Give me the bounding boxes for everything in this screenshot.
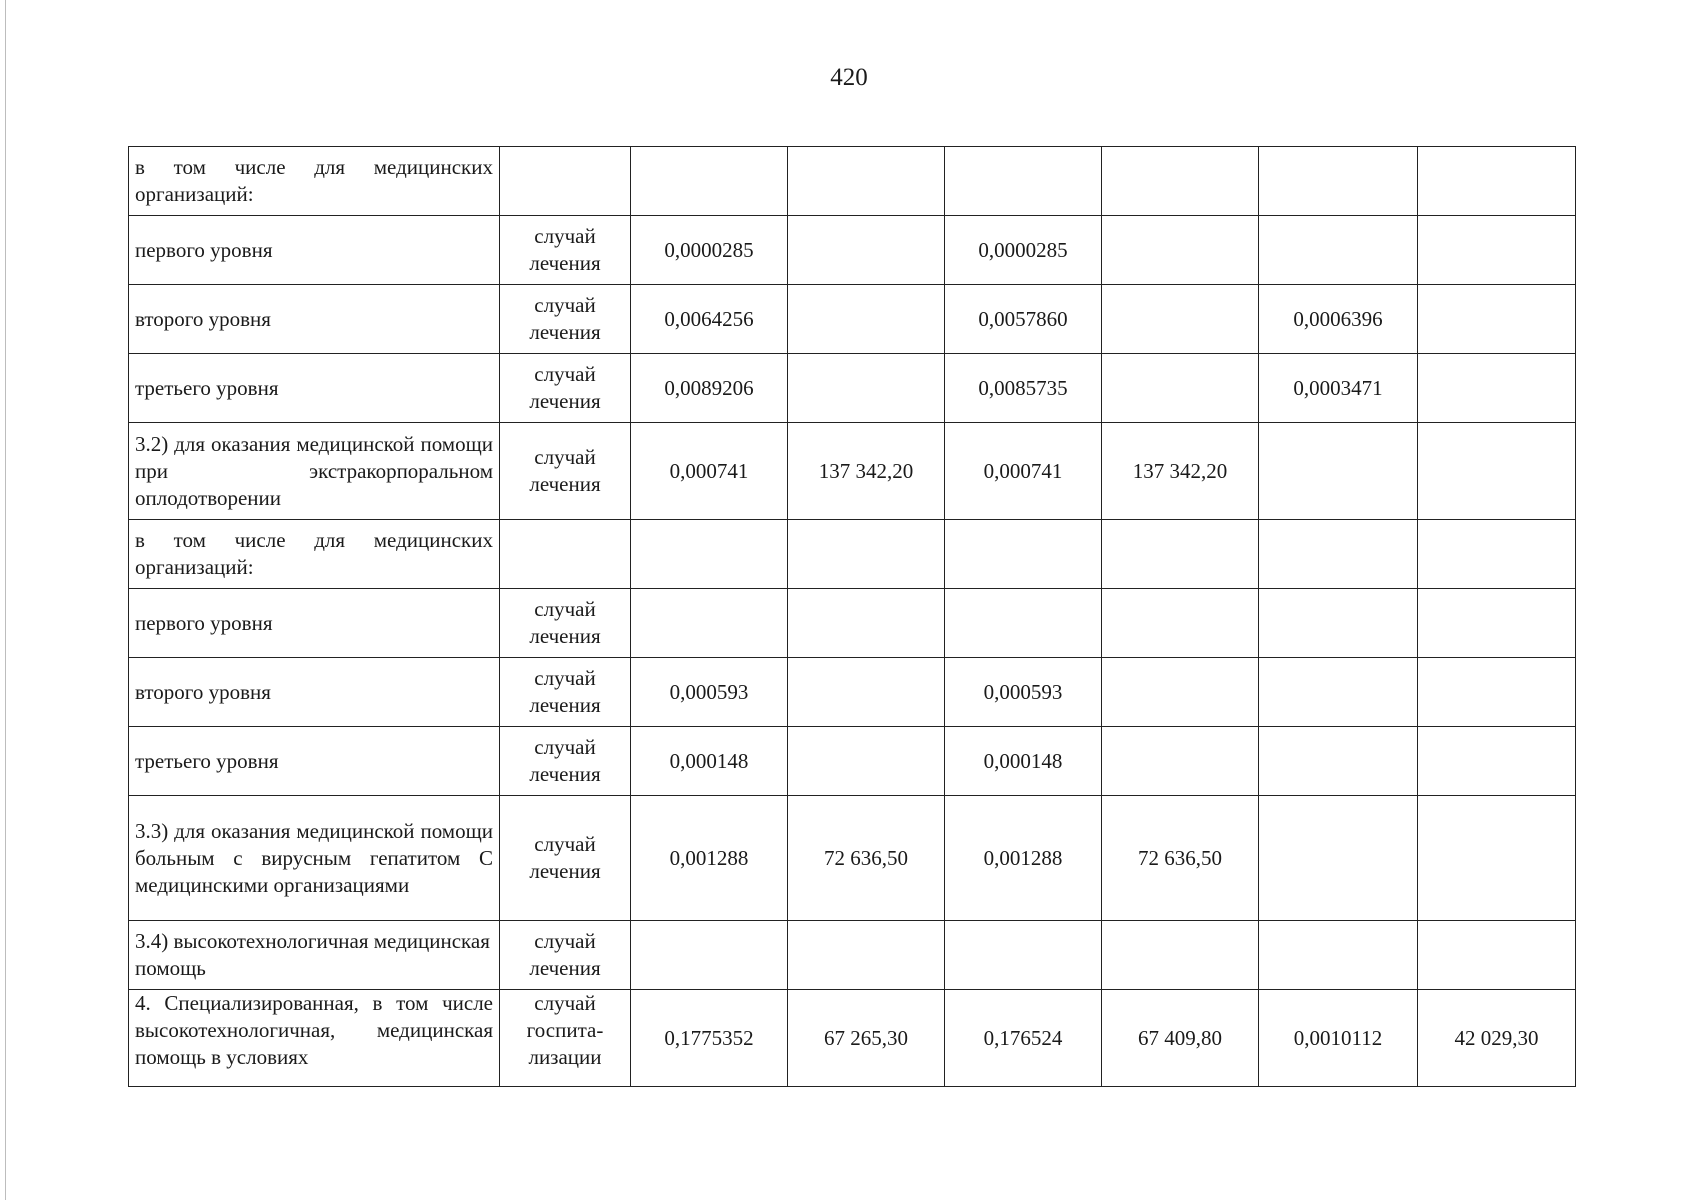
value-cell: 0,001288 — [631, 796, 788, 921]
table-row — [129, 727, 1576, 796]
table-row — [129, 520, 1576, 589]
value-cell: 0,0064256 — [631, 285, 788, 354]
row-name-cell: 3.3) для оказания медицинской помощи больным с вирусным гепатитом С медицинскими организациями — [129, 796, 500, 921]
table-row — [129, 423, 1576, 520]
value-cell — [1418, 921, 1576, 990]
value-cell: 0,0089206 — [631, 354, 788, 423]
value-cell: 0,0057860 — [945, 285, 1102, 354]
value-cell — [788, 354, 945, 423]
row-name-cell: 3.2) для оказания медицинской помощи при экстракорпоральном оплодотворении — [129, 423, 500, 520]
row-name-cell: первого уровня — [129, 589, 500, 658]
unit-cell: случай лечения — [500, 216, 631, 285]
row-name-cell: второго уровня — [129, 658, 500, 727]
page-number — [0, 64, 1698, 92]
unit-cell: случай лечения — [500, 285, 631, 354]
value-cell: 72 636,50 — [788, 796, 945, 921]
value-cell: 0,000593 — [945, 658, 1102, 727]
value-cell: 0,000148 — [631, 727, 788, 796]
value-cell: 0,0000285 — [631, 216, 788, 285]
value-cell — [788, 658, 945, 727]
value-cell: 42 029,30 — [1418, 990, 1576, 1087]
value-cell — [1102, 921, 1259, 990]
value-cell — [788, 285, 945, 354]
value-cell — [945, 589, 1102, 658]
value-cell: 67 265,30 — [788, 990, 945, 1087]
value-cell — [945, 147, 1102, 216]
value-cell: 0,0085735 — [945, 354, 1102, 423]
row-name-cell: 4. Специализированная, в том числе высокотехнологичная, медицинская помощь в условиях — [129, 990, 500, 1087]
value-cell — [1259, 147, 1418, 216]
value-cell — [1259, 423, 1418, 520]
table-row — [129, 216, 1576, 285]
unit-cell: случай лечения — [500, 921, 631, 990]
unit-cell: случай лечения — [500, 354, 631, 423]
value-cell: 0,0010112 — [1259, 990, 1418, 1087]
value-cell: 0,000741 — [631, 423, 788, 520]
unit-cell: случай лечения — [500, 727, 631, 796]
value-cell: 0,0000285 — [945, 216, 1102, 285]
value-cell — [1418, 727, 1576, 796]
value-cell — [1102, 354, 1259, 423]
row-name-cell: в том числе для медицинских организаций: — [129, 147, 500, 216]
value-cell — [1102, 216, 1259, 285]
value-cell — [631, 147, 788, 216]
row-name-cell: третьего уровня — [129, 354, 500, 423]
value-cell — [945, 520, 1102, 589]
value-cell — [1259, 658, 1418, 727]
value-cell — [1259, 216, 1418, 285]
value-cell — [1418, 423, 1576, 520]
table-row — [129, 285, 1576, 354]
value-cell — [788, 520, 945, 589]
value-cell — [1418, 796, 1576, 921]
value-cell — [1418, 520, 1576, 589]
value-cell — [1259, 921, 1418, 990]
value-cell — [788, 216, 945, 285]
value-cell — [631, 589, 788, 658]
value-cell — [1259, 520, 1418, 589]
unit-cell: случай лечения — [500, 589, 631, 658]
value-cell — [1418, 354, 1576, 423]
row-name-cell: в том числе для медицинских организаций: — [129, 520, 500, 589]
value-cell: 0,0003471 — [1259, 354, 1418, 423]
value-cell: 67 409,80 — [1102, 990, 1259, 1087]
value-cell — [1259, 589, 1418, 658]
value-cell — [631, 520, 788, 589]
row-name-cell: третьего уровня — [129, 727, 500, 796]
unit-cell: случай лечения — [500, 423, 631, 520]
row-name-cell: первого уровня — [129, 216, 500, 285]
value-cell — [1418, 147, 1576, 216]
value-cell — [1418, 216, 1576, 285]
value-cell — [788, 147, 945, 216]
row-name-cell: второго уровня — [129, 285, 500, 354]
table-row — [129, 589, 1576, 658]
value-cell — [1259, 727, 1418, 796]
unit-cell — [500, 147, 631, 216]
scan-edge-line — [5, 0, 6, 1200]
data-table — [128, 146, 1576, 1087]
value-cell — [1418, 285, 1576, 354]
value-cell: 137 342,20 — [1102, 423, 1259, 520]
value-cell — [788, 921, 945, 990]
value-cell — [1102, 727, 1259, 796]
value-cell — [788, 589, 945, 658]
value-cell: 72 636,50 — [1102, 796, 1259, 921]
value-cell — [1102, 285, 1259, 354]
value-cell — [788, 727, 945, 796]
value-cell — [1418, 658, 1576, 727]
value-cell — [1259, 796, 1418, 921]
unit-cell: случай лечения — [500, 796, 631, 921]
row-name-cell: 3.4) высокотехнологичная медицинская помощь — [129, 921, 500, 990]
table-row — [129, 658, 1576, 727]
unit-cell: случай госпита-лизации — [500, 990, 631, 1087]
value-cell — [1102, 147, 1259, 216]
value-cell — [1418, 589, 1576, 658]
table-row — [129, 354, 1576, 423]
table-row — [129, 990, 1576, 1087]
value-cell: 0,176524 — [945, 990, 1102, 1087]
page-number-text: 420 — [830, 64, 868, 91]
value-cell — [1102, 520, 1259, 589]
table-row — [129, 921, 1576, 990]
table-row — [129, 147, 1576, 216]
value-cell — [1102, 589, 1259, 658]
value-cell — [1102, 658, 1259, 727]
unit-cell — [500, 520, 631, 589]
value-cell: 0,000593 — [631, 658, 788, 727]
unit-cell: случай лечения — [500, 658, 631, 727]
value-cell: 0,001288 — [945, 796, 1102, 921]
value-cell: 0,000148 — [945, 727, 1102, 796]
value-cell: 0,1775352 — [631, 990, 788, 1087]
table-row — [129, 796, 1576, 921]
value-cell: 0,000741 — [945, 423, 1102, 520]
value-cell — [945, 921, 1102, 990]
value-cell: 0,0006396 — [1259, 285, 1418, 354]
value-cell: 137 342,20 — [788, 423, 945, 520]
value-cell — [631, 921, 788, 990]
